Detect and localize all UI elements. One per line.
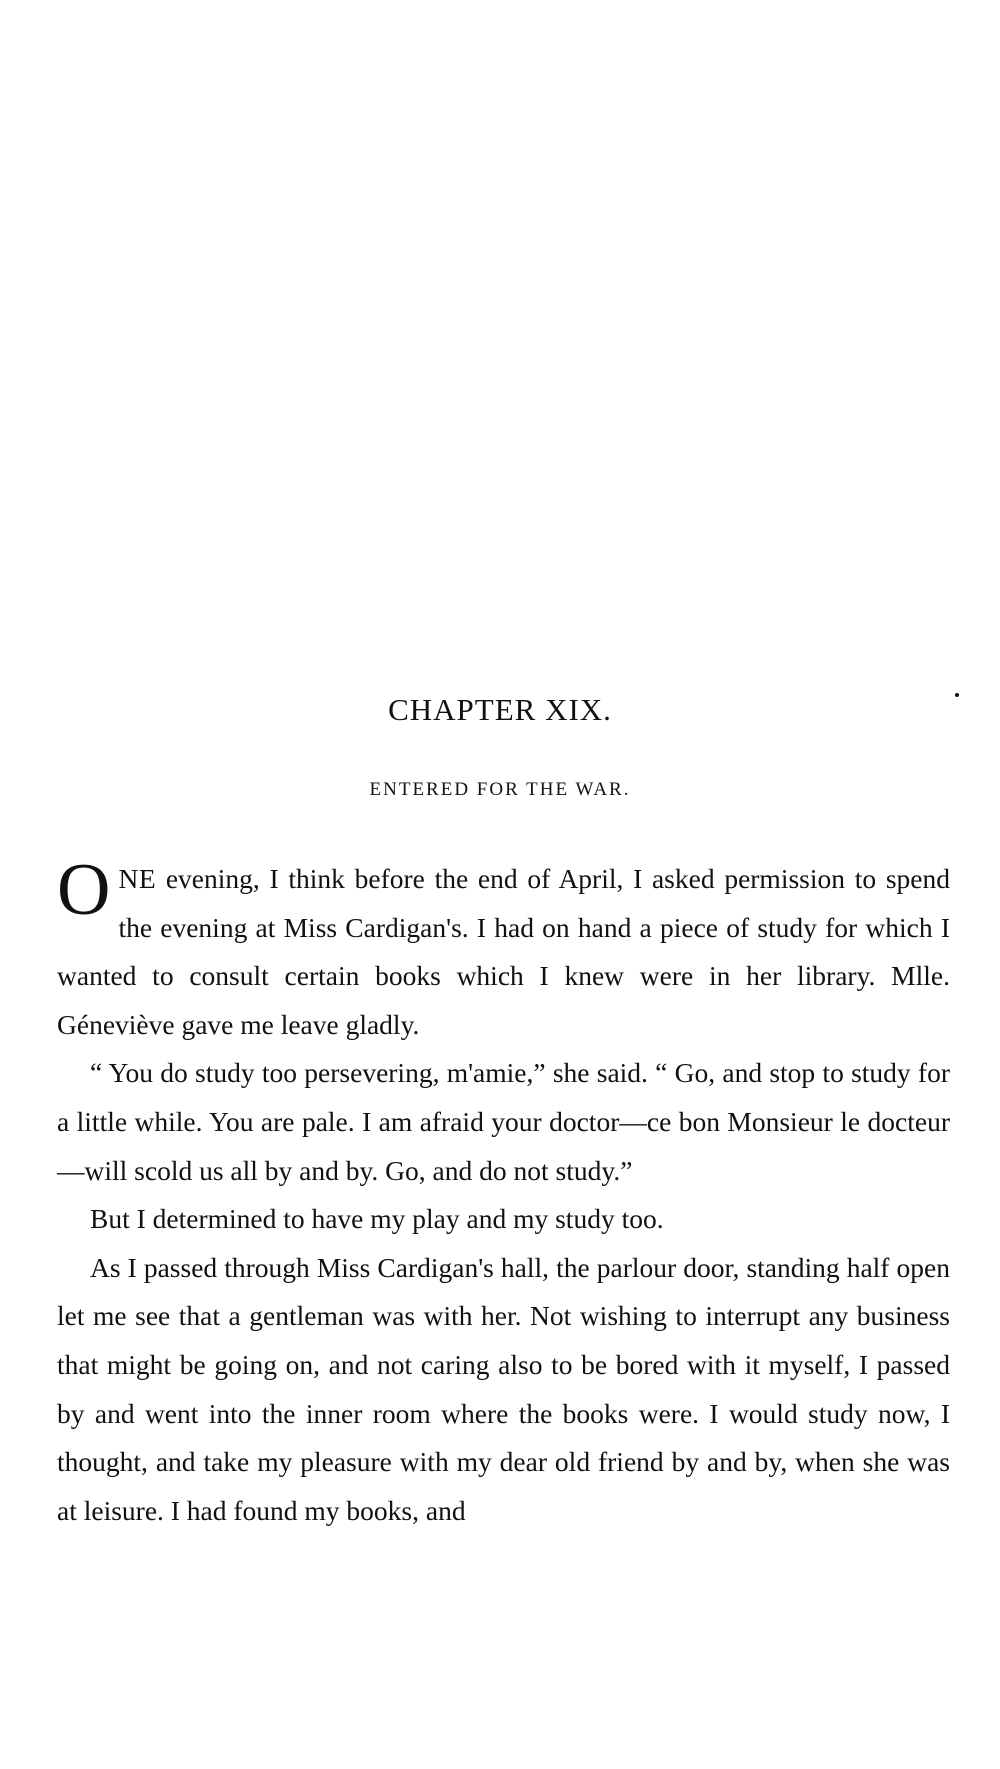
paragraph: “ You do study too persevering, m'amie,” she said. “ Go, and stop to study for a little while. You are pale. I am afraid your doctor—ce bon Monsieur le docteur—will scold us all by and by. Go, and do not study.” bbox=[57, 1057, 950, 1186]
chapter-subtitle: ENTERED FOR THE WAR. bbox=[369, 779, 631, 800]
chapter-body bbox=[57, 849, 950, 1535]
paragraph-lead: NE bbox=[118, 863, 157, 894]
paragraph: As I passed through Miss Cardigan's hall, the parlour door, standing half open let me see that a gentleman was with her. Not wishing to interrupt any business that might be going on, and not caring also to be bored with it myself, I passed by and went into the inner room where the books were. I would study now, I thought, and take my pleasure with my dear old friend by and by, when she was at leisure. I had found my books, and bbox=[57, 1251, 950, 1526]
ink-speck bbox=[955, 693, 959, 697]
paragraph bbox=[57, 849, 950, 1049]
paragraph: But I determined to have my play and my study too. bbox=[90, 1203, 664, 1235]
drop-cap: O bbox=[57, 849, 111, 931]
paragraph-text: evening, I think before the end of April, I asked permission to spend the evening at Miss Cardigan's. I had on hand a piece of study for which I wanted to consult certain books which I knew were in her library. Mlle. Géneviève gave me leave gladly. bbox=[57, 863, 950, 1040]
chapter-heading: CHAPTER XIX. bbox=[388, 692, 612, 727]
